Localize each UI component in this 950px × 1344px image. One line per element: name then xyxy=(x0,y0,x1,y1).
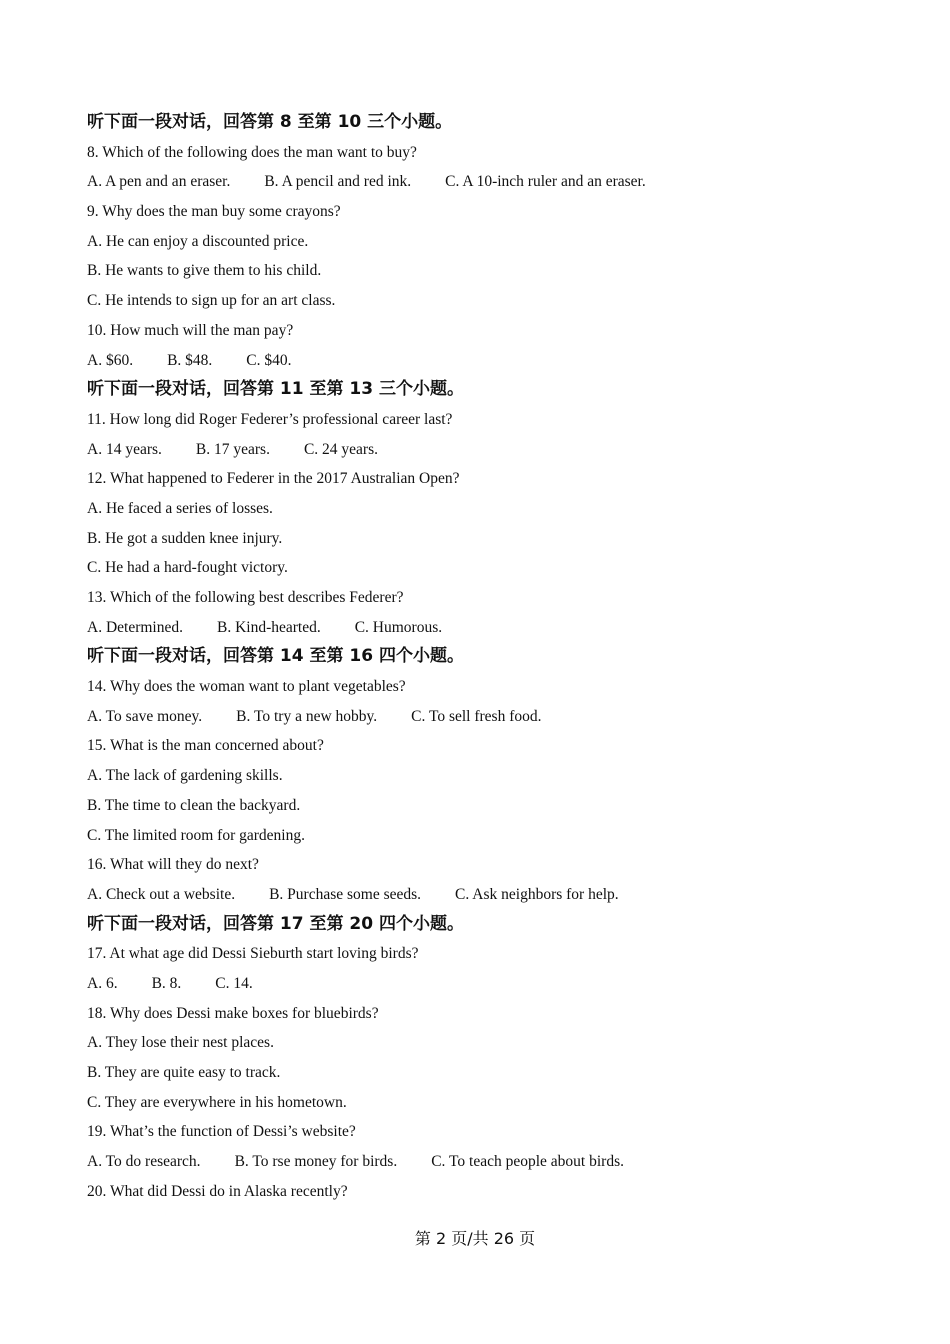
question-text: 12. What happened to Federer in the 2017 Australian Open? xyxy=(87,470,460,488)
answer-option: B. Kind-hearted. xyxy=(216,618,321,636)
options-row xyxy=(87,346,887,376)
answer-option: A. A pen and an eraser. xyxy=(87,173,231,191)
answer-option: A. To do research. xyxy=(87,1153,201,1171)
answer-option: A. The lack of gardening skills. xyxy=(87,767,283,785)
options-row xyxy=(87,435,887,465)
answer-option: C. To sell fresh food. xyxy=(411,707,542,725)
answer-option: B. $48. xyxy=(167,351,213,369)
answer-option: A. He can enjoy a discounted price. xyxy=(87,232,309,250)
answer-option: A. 6. xyxy=(87,974,118,992)
answer-option: B. A pencil and red ink. xyxy=(264,173,412,191)
answer-option: B. To try a new hobby. xyxy=(236,707,378,725)
question-text: 17. At what age did Dessi Sieburth start loving birds? xyxy=(87,945,419,963)
answer-option: B. Purchase some seeds. xyxy=(269,885,422,903)
question-text: 11. How long did Roger Federer’s professional career last? xyxy=(87,410,453,428)
answer-option: C. To teach people about birds. xyxy=(431,1153,624,1171)
question-text: 20. What did Dessi do in Alaska recently? xyxy=(87,1182,348,1200)
answer-option: C. Ask neighbors for help. xyxy=(455,885,619,903)
question-text: 8. Which of the following does the man want to buy? xyxy=(87,143,417,161)
options-row xyxy=(87,1147,887,1177)
answer-option: B. He got a sudden knee injury. xyxy=(87,529,283,547)
options-row xyxy=(87,613,887,643)
answer-option: B. They are quite easy to track. xyxy=(87,1064,281,1081)
answer-option: A. Check out a website. xyxy=(87,885,236,903)
answer-option: C. They are everywhere in his hometown. xyxy=(87,1093,347,1111)
question-text: 16. What will they do next? xyxy=(87,856,259,874)
answer-option: C. He intends to sign up for an art class. xyxy=(87,292,336,310)
answer-option: A. Determined. xyxy=(87,618,183,636)
answer-option: A. To save money. xyxy=(87,707,203,725)
options-row xyxy=(87,969,887,999)
question-text: 14. Why does the woman want to plant vegetables? xyxy=(87,678,406,696)
exam-content xyxy=(87,108,887,1206)
answer-option: B. 8. xyxy=(151,974,182,992)
answer-option: B. The time to clean the backyard. xyxy=(87,796,301,814)
question-text: 9. Why does the man buy some crayons? xyxy=(87,203,341,221)
answer-option: C. $40. xyxy=(246,351,292,369)
answer-option: B. To rse money for birds. xyxy=(234,1153,398,1171)
answer-option: A. $60. xyxy=(87,351,134,369)
section-heading: 听下面一段对话，回答第 14 至第 16 四个小题。 xyxy=(87,646,464,667)
question-text: 19. What’s the function of Dessi’s website? xyxy=(87,1123,356,1141)
question-text: 18. Why does Dessi make boxes for bluebirds? xyxy=(87,1004,379,1022)
answer-option: C. The limited room for gardening. xyxy=(87,826,305,844)
section-heading: 听下面一段对话，回答第 11 至第 13 三个小题。 xyxy=(87,379,464,400)
answer-option: C. A 10-inch ruler and an eraser. xyxy=(445,173,646,191)
options-row xyxy=(87,167,887,197)
options-row xyxy=(87,702,887,732)
answer-option: A. 14 years. xyxy=(87,440,162,458)
section-heading: 听下面一段对话，回答第 8 至第 10 三个小题。 xyxy=(87,112,453,132)
question-text: 15. What is the man concerned about? xyxy=(87,737,324,755)
options-row xyxy=(87,880,887,910)
question-text: 10. How much will the man pay? xyxy=(87,321,294,339)
answer-option: A. They lose their nest places. xyxy=(87,1034,274,1052)
answer-option: C. Humorous. xyxy=(354,618,443,636)
page-footer: 第 2 页/共 26 页 xyxy=(414,1229,536,1248)
answer-option: C. He had a hard-fought victory. xyxy=(87,559,288,577)
answer-option: B. 17 years. xyxy=(195,440,270,458)
answer-option: C. 24 years. xyxy=(303,440,378,458)
answer-option: B. He wants to give them to his child. xyxy=(87,262,322,280)
section-heading: 听下面一段对话，回答第 17 至第 20 四个小题。 xyxy=(87,913,464,934)
answer-option: A. He faced a series of losses. xyxy=(87,499,273,517)
question-text: 13. Which of the following best describes Federer? xyxy=(87,589,404,606)
answer-option: C. 14. xyxy=(215,974,253,992)
